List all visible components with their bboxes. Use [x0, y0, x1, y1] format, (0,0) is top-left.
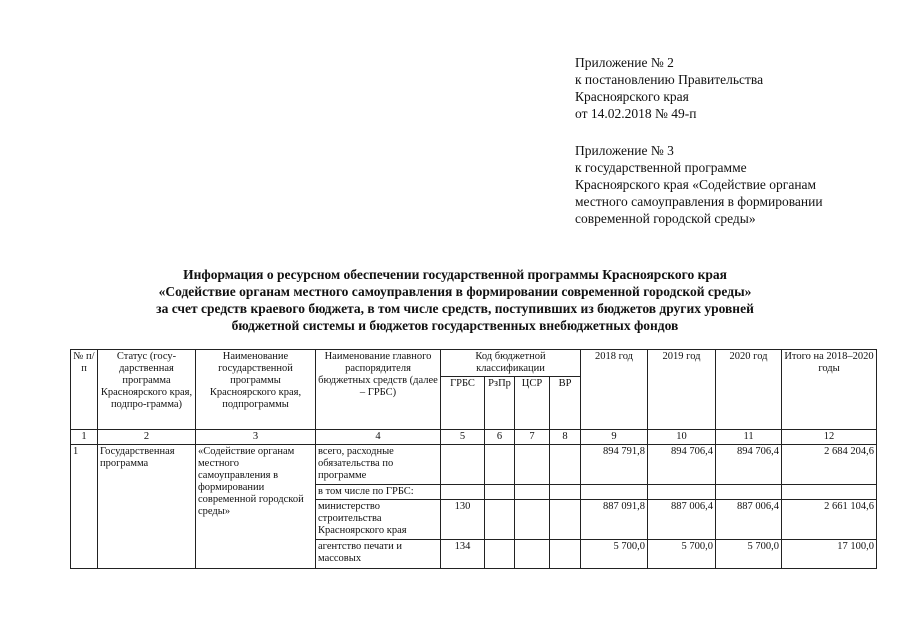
row-value-2020 — [716, 485, 782, 500]
row-value-2020: 894 706,4 — [716, 445, 782, 485]
row-value-2020: 887 006,4 — [716, 500, 782, 540]
row-code-grbs — [441, 445, 485, 485]
appendix-2-line: Красноярского края — [575, 89, 689, 104]
appendix-3-line: Приложение № 3 — [575, 143, 674, 158]
row-status: Государственная программа — [98, 445, 196, 569]
heading-line: за счет средств краевого бюджета, в том числе средств, поступивших из бюджетов других уровней — [156, 301, 754, 316]
row-value-2018 — [581, 485, 648, 500]
header-year-2019: 2019 год — [648, 350, 716, 430]
row-value-2020: 5 700,0 — [716, 540, 782, 569]
appendix-3-block — [575, 142, 823, 227]
column-number-row — [71, 430, 877, 445]
appendix-2-line: от 14.02.2018 № 49-п — [575, 106, 697, 121]
table-row — [71, 445, 877, 485]
appendix-2-line: Приложение № 2 — [575, 55, 674, 70]
header-status: Статус (госу-дарственная программа Красноярского края, подпро-грамма) — [98, 350, 196, 430]
row-code-rzpr — [485, 485, 515, 500]
row-code-vr — [550, 540, 581, 569]
row-program-name: «Содействие органам местного самоуправления в формировании современной городской среды» — [196, 445, 316, 569]
header-code-grbs: ГРБС — [441, 377, 485, 430]
row-value-2018: 894 791,8 — [581, 445, 648, 485]
row-code-vr — [550, 485, 581, 500]
header-year-2020: 2020 год — [716, 350, 782, 430]
row-code-grbs: 130 — [441, 500, 485, 540]
column-number: 2 — [98, 430, 196, 445]
row-code-rzpr — [485, 445, 515, 485]
header-program-name: Наименование государственной программы Красноярского края, подпрограммы — [196, 350, 316, 430]
document-heading — [60, 266, 850, 334]
header-code-vr: ВР — [550, 377, 581, 430]
header-total: Итого на 2018–2020 годы — [782, 350, 877, 430]
column-number: 3 — [196, 430, 316, 445]
heading-line: бюджетной системы и бюджетов государственных внебюджетных фондов — [231, 318, 679, 333]
row-value-2019: 5 700,0 — [648, 540, 716, 569]
column-number: 7 — [515, 430, 550, 445]
heading-line: «Содействие органам местного самоуправления в формировании современной городской среды» — [158, 284, 752, 299]
header-code-csr: ЦСР — [515, 377, 550, 430]
row-code-csr — [515, 540, 550, 569]
column-number: 1 — [71, 430, 98, 445]
header-grbs-name: Наименование главного распорядителя бюджетных средств (далее – ГРБС) — [316, 350, 441, 430]
appendix-2-block — [575, 54, 763, 122]
header-row — [71, 350, 877, 377]
row-value-total — [782, 485, 877, 500]
row-grbs-name: в том числе по ГРБС: — [316, 485, 441, 500]
row-code-grbs — [441, 485, 485, 500]
row-code-rzpr — [485, 500, 515, 540]
row-code-rzpr — [485, 540, 515, 569]
heading-line: Информация о ресурсном обеспечении государственной программы Красноярского края — [183, 267, 727, 282]
row-grbs-name: министерство строительства Красноярского края — [316, 500, 441, 540]
appendix-3-line: Красноярского края «Содействие органам — [575, 177, 817, 192]
header-code-rzpr: РзПр — [485, 377, 515, 430]
row-value-2019: 887 006,4 — [648, 500, 716, 540]
row-code-vr — [550, 500, 581, 540]
appendix-2-line: к постановлению Правительства — [575, 72, 764, 87]
row-value-2019: 894 706,4 — [648, 445, 716, 485]
resource-table — [70, 349, 877, 569]
row-code-csr — [515, 500, 550, 540]
appendix-3-line: современной городской среды» — [575, 211, 756, 226]
row-value-2018: 887 091,8 — [581, 500, 648, 540]
row-value-total: 2 661 104,6 — [782, 500, 877, 540]
column-number: 9 — [581, 430, 648, 445]
appendix-3-line: к государственной программе — [575, 160, 747, 175]
column-number: 5 — [441, 430, 485, 445]
row-code-grbs: 134 — [441, 540, 485, 569]
row-grbs-name: всего, расходные обязательства по программе — [316, 445, 441, 485]
row-num: 1 — [71, 445, 98, 569]
row-code-csr — [515, 485, 550, 500]
column-number: 8 — [550, 430, 581, 445]
column-number: 12 — [782, 430, 877, 445]
row-value-2018: 5 700,0 — [581, 540, 648, 569]
header-code-group: Код бюджетной классификации — [441, 350, 581, 377]
row-value-total: 17 100,0 — [782, 540, 877, 569]
column-number: 6 — [485, 430, 515, 445]
column-number: 10 — [648, 430, 716, 445]
row-value-2019 — [648, 485, 716, 500]
appendix-3-line: местного самоуправления в формировании — [575, 194, 823, 209]
column-number: 4 — [316, 430, 441, 445]
row-value-total: 2 684 204,6 — [782, 445, 877, 485]
header-num: № п/п — [71, 350, 98, 430]
column-number: 11 — [716, 430, 782, 445]
row-code-vr — [550, 445, 581, 485]
row-grbs-name: агентство печати и массовых — [316, 540, 441, 569]
row-code-csr — [515, 445, 550, 485]
header-year-2018: 2018 год — [581, 350, 648, 430]
